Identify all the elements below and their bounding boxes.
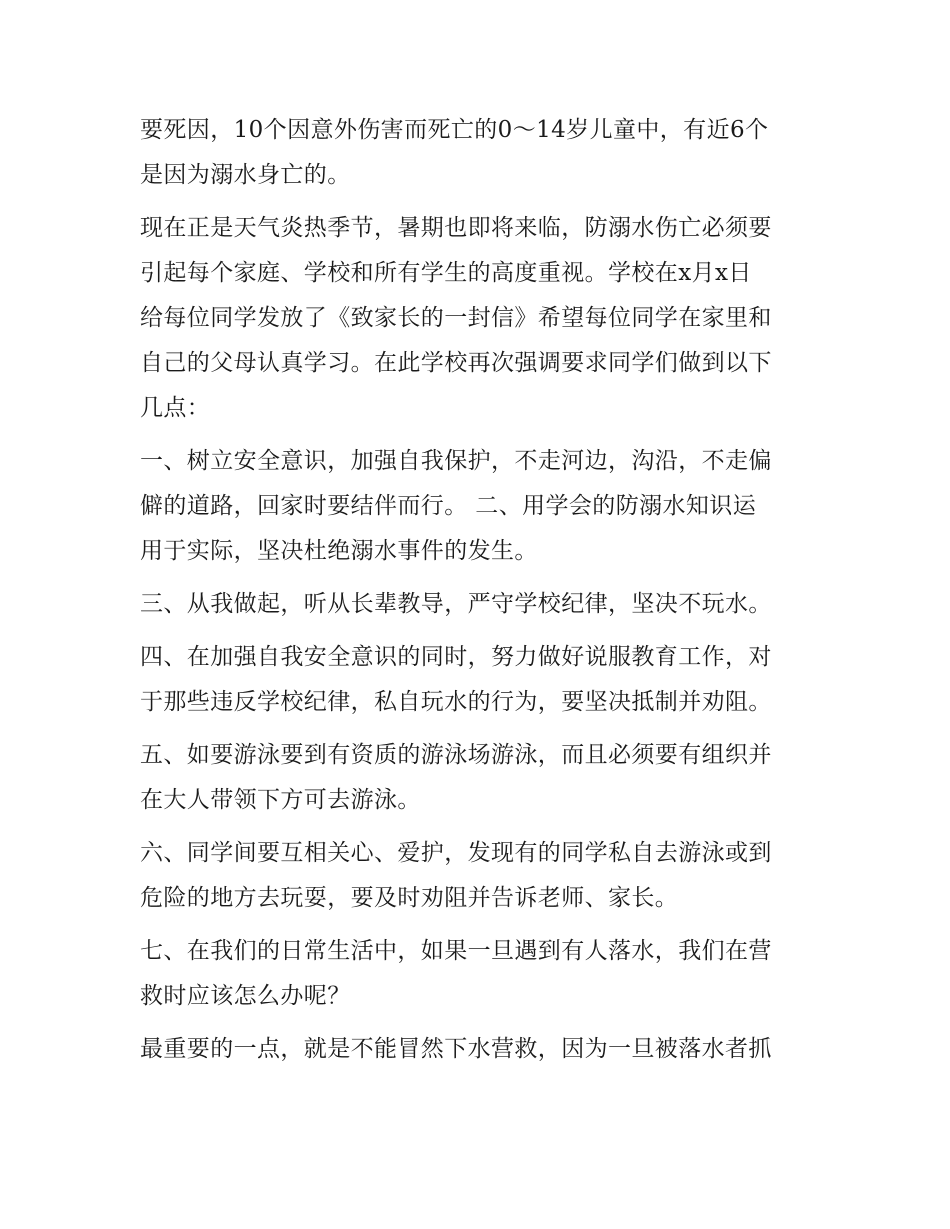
- paragraph: [140, 1027, 820, 1072]
- text-line: 五、如要游泳要到有资质的游泳场游泳，而且必须要有组织并: [140, 742, 772, 768]
- text-line: 要死因，10个因意外伤害而死亡的0～14岁儿童中，有近6个: [140, 117, 769, 143]
- text-line: 现在正是天气炎热季节，暑期也即将来临，防溺水伤亡必须要: [140, 215, 772, 241]
- paragraph: [140, 206, 820, 431]
- text-line: 几点：: [140, 395, 211, 421]
- text-line: 自己的父母认真学习。在此学校再次强调要求同学们做到以下: [140, 350, 772, 376]
- text-line: 引起每个家庭、学校和所有学生的高度重视。学校在x月x日: [140, 260, 752, 286]
- text-line: 给每位同学发放了《致家长的一封信》希望每位同学在家里和: [140, 305, 772, 331]
- text-line: 是因为溺水身亡的。: [140, 162, 351, 188]
- text-line: 最重要的一点，就是不能冒然下水营救，因为一旦被落水者抓: [140, 1036, 772, 1062]
- text-line: 危险的地方去玩耍，要及时劝阻并告诉老师、家长。: [140, 885, 679, 911]
- text-line: 用于实际，坚决杜绝溺水事件的发生。: [140, 538, 538, 564]
- text-line: 七、在我们的日常生活中，如果一旦遇到有人落水，我们在营: [140, 938, 772, 964]
- paragraph: [140, 929, 820, 1019]
- text-line: 于那些违反学校纪律，私自玩水的行为，要坚决抵制并劝阻。: [140, 689, 772, 715]
- text-line: 在大人带领下方可去游泳。: [140, 787, 421, 813]
- paragraph: [140, 733, 820, 823]
- text-line: 六、同学间要互相关心、爱护，发现有的同学私自去游泳或到: [140, 840, 772, 866]
- paragraph: [140, 582, 820, 627]
- body-text: [140, 108, 820, 1072]
- paragraph: [140, 635, 820, 725]
- paragraph: [140, 831, 820, 921]
- text-line: 三、从我做起，听从长辈教导，严守学校纪律，坚决不玩水。: [140, 591, 772, 617]
- paragraph: [140, 439, 820, 574]
- text-line: 一、树立安全意识，加强自我保护，不走河边，沟沿，不走偏: [140, 448, 772, 474]
- text-line: 救时应该怎么办呢？: [140, 983, 351, 1009]
- paragraph: [140, 108, 820, 198]
- text-line: 四、在加强自我安全意识的同时，努力做好说服教育工作，对: [140, 644, 772, 670]
- text-line: 僻的道路，回家时要结伴而行。 二、用学会的防溺水知识运: [140, 493, 757, 519]
